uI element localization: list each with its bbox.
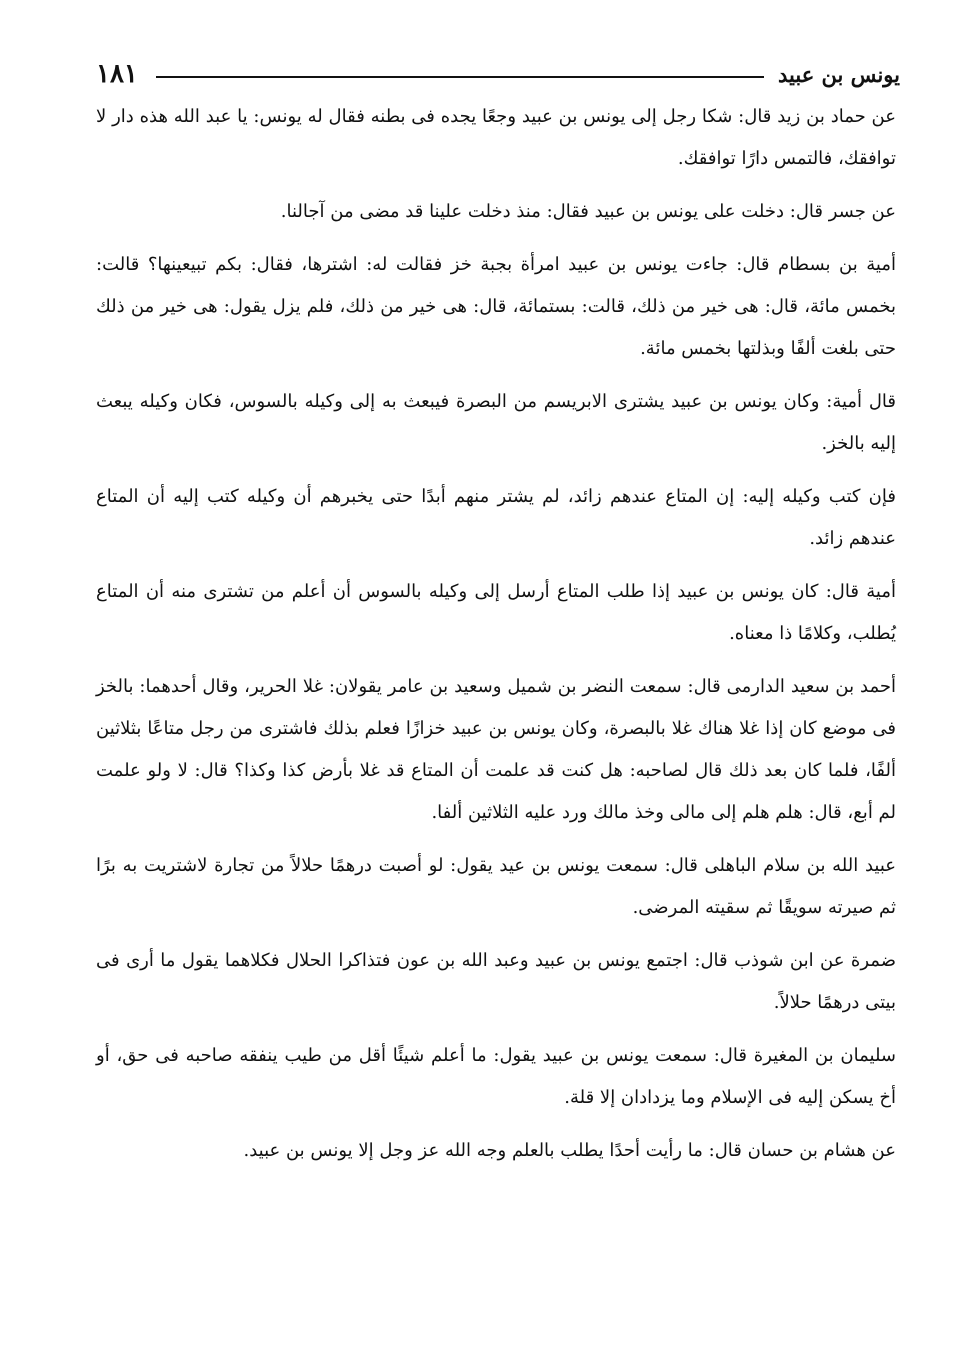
paragraph: أمية قال: كان يونس بن عبيد إذا طلب المتاع أرسل إلى وكيله بالسوس أن أعلم من تشترى منه أن المتاع يُطلب، وكلامًا ذا معناه. — [96, 581, 896, 644]
paragraph: عن جسر قال: دخلت على يونس بن عبيد فقال: منذ دخلت علينا قد مضى من آجالنا. — [280, 201, 896, 222]
chapter-title: يونس بن عبيد — [778, 61, 900, 87]
paragraph: ضمرة عن ابن شوذب قال: اجتمع يونس بن عبيد وعبد الله بن عون فتذاكرا الحلال فكلاهما يقول ما أرى فى بيتى درهمًا حلالاً. — [96, 950, 896, 1013]
paragraph: سليمان بن المغيرة قال: سمعت يونس بن عبيد يقول: ما أعلم شيئًا أقل من طيب ينفقه صاحبه فى حق، أو أخ يسكن إليه فى الإسلام وما يزدادان إلا قلة. — [96, 1045, 896, 1108]
paragraph: فإن كتب وكيله إليه: إن المتاع عندهم زائد، لم يشتر منهم أبدًا حتى يخبرهم أن وكيله كتب إليه أن المتاع عندهم زائد. — [96, 486, 896, 549]
running-header — [96, 58, 900, 90]
page-body — [96, 96, 896, 1172]
paragraph: عبيد الله بن سلام الباهلى قال: سمعت يونس بن عيد يقول: لو أصبت درهمًا حلالاً من تجارة لاشتريت به برًا ثم صيرته سويقًا ثم سقيته المرضى. — [96, 855, 896, 918]
header-rule — [156, 76, 764, 78]
paragraph: قال أمية: وكان يونس بن عبيد يشترى الابريسم من البصرة فيبعث به إلى وكيله بالسوس، فكان وكيله يبعث إليه بالخز. — [96, 391, 896, 454]
paragraph: أحمد بن سعيد الدارمى قال: سمعت النضر بن شميل وسعيد بن عامر يقولان: غلا الحرير، وقال أحدهما: بالخز فى موضع كان إذا غلا هناك غلا بالبصرة، وكان يونس بن عبيد خزازًا فعلم بذلك فاشترى من رجل متاعًا بثلاثين ألفًا، فلما كان بعد ذلك قال لصاحبه: هل كنت قد علمت أن المتاع قد غلا بأرض كذا وكذا؟ قال: لا ولو علمت لم أبع، قال: هلم هلم إلى مالى وخذ مالك ورد عليه الثلاثين ألفا. — [96, 676, 897, 823]
paragraph: أمية بن بسطام قال: جاءت يونس بن عبيد امرأة بجبة خز فقالت له: اشترها، فقال: بكم تبيعينها؟ قالت: بخمس مائة، قال: هى خير من ذلك، قالت: بستمائة، قال: هى خير من ذلك، فلم يزل يقول: هى خير من ذلك حتى بلغت ألفًا وبذلتها بخمس مائة. — [96, 254, 896, 359]
page-number: ١٨١ — [96, 59, 138, 89]
paragraph: عن حماد بن زيد قال: شكا رجل إلى يونس بن عبيد وجعًا يجده فى بطنه فقال له يونس: يا عبد الله هذه دار لا توافقك، فالتمس دارًا توافقك. — [96, 106, 896, 169]
paragraph: عن هشام بن حسان قال: ما رأيت أحدًا يطلب بالعلم وجه الله عز وجل إلا يونس بن عبيد. — [243, 1140, 896, 1161]
